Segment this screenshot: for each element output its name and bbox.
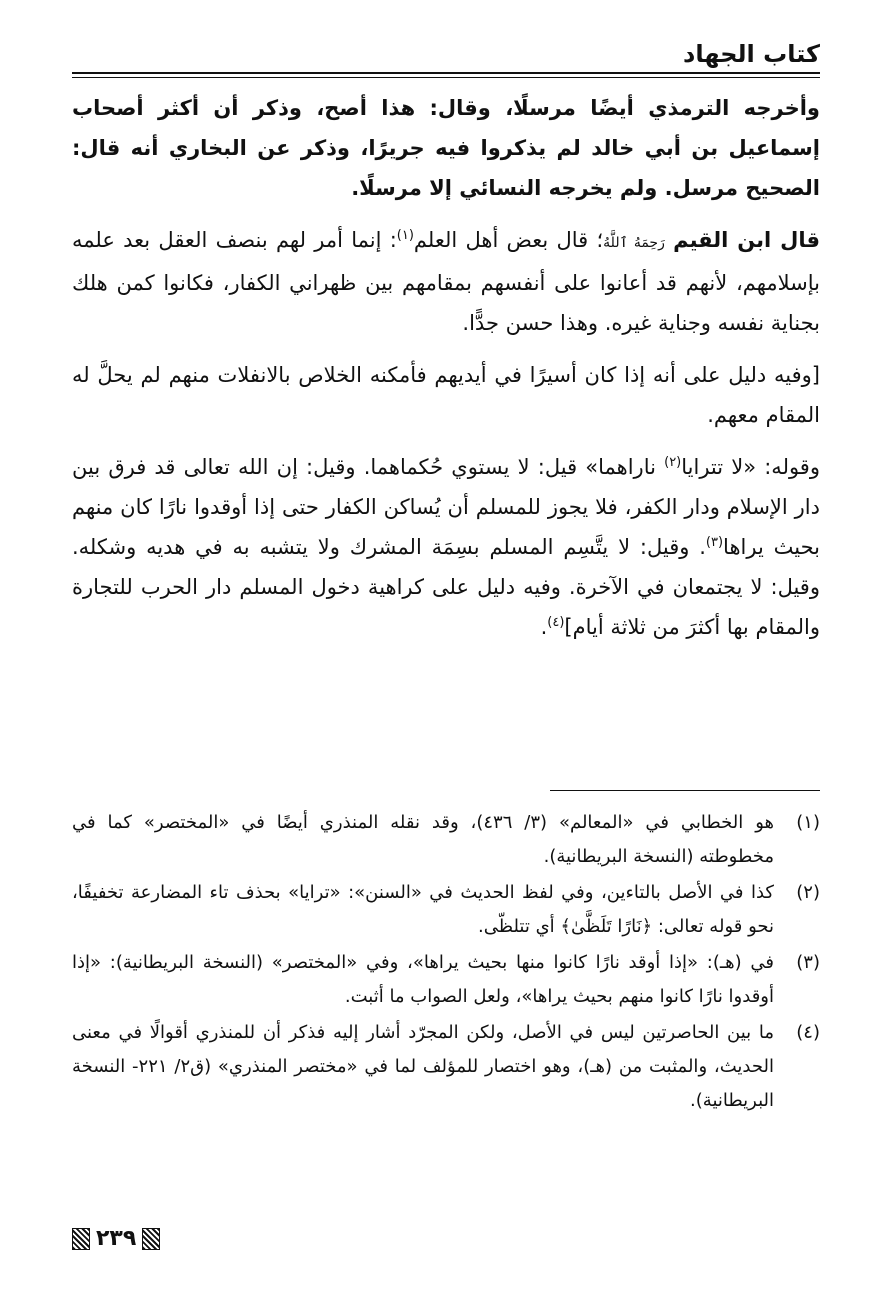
footnote-3 [72, 946, 820, 1014]
footnote-separator [550, 790, 820, 791]
paragraph-4-text-a: وقوله: «لا تترايا [681, 455, 820, 479]
footnotes [72, 806, 820, 1120]
paragraph-2-text-a: ؛ قال بعض أهل العلم [413, 228, 604, 252]
paragraph-2-text-b: : إنما أمر لهم بنصف العقل بعد علمه بإسلامهم، لأنهم قد أعانوا على أنفسهم بمقامهم بين ظهراني الكفار، فكانوا كمن هلك بجناية نفسه وجناية غيره. وهذا حسن جدًّا. [72, 228, 820, 335]
speaker-label: قال ابن القيم [673, 228, 820, 252]
footnote-ref-2[interactable]: (٢) [664, 455, 682, 470]
paragraph-1: وأخرجه الترمذي أيضًا مرسلًا، وقال: هذا أصح، وذكر أن أكثر أصحاب إسماعيل بن أبي خالد لم يذكروا فيه جريرًا، وذكر عن البخاري أنه قال: الصحيح مرسل. ولم يخرجه النسائي إلا مرسلًا. [72, 96, 820, 200]
footnote-text: في (هـ): «إذا أوقد نارًا كانوا منها بحيث يراها»، وفي «المختصر» (النسخة البريطانية): «إذا أوقدوا نارًا كانوا منهم بحيث يراها»، ولعل الصواب ما أثبت. [72, 952, 774, 1007]
footnote-number: (٤) [796, 1022, 820, 1043]
footnote-text: ما بين الحاصرتين ليس في الأصل، ولكن المجرّد أشار إليه فذكر أن للمنذري أقوالًا في معنى الحديث، والمثبت من (هـ)، وهو اختصار للمؤلف لما في «مختصر المنذري» (ق٢/ ٢٢١- النسخة البريطانية). [72, 1022, 774, 1111]
paragraph-4-end: . [540, 615, 548, 639]
footnote-ref-1[interactable]: (١) [396, 228, 414, 243]
chapter-title: كتاب الجهاد [683, 40, 820, 68]
footnote-number: (٢) [796, 882, 820, 903]
footnote-text: كذا في الأصل بالتاءين، وفي لفظ الحديث في «السنن»: «ترايا» بحذف تاء المضارعة تخفيفًا، نحو قوله تعالى: ﴿نَارًا تَلَظَّىٰ﴾ أي تتلظّى. [72, 882, 774, 937]
paragraph-4 [72, 447, 820, 647]
footnote-ref-4[interactable]: (٤) [547, 615, 565, 630]
main-text [72, 88, 820, 659]
page-number-text: ٢٣٩ [96, 1226, 137, 1251]
footnote-ref-3[interactable]: (٣) [705, 535, 724, 550]
honorific: رَحِمَهُ ٱللَّهُ [603, 235, 665, 251]
ornament-left-icon [72, 1228, 90, 1250]
paragraph-2 [72, 220, 820, 343]
footnote-text: هو الخطابي في «المعالم» (٣/ ٤٣٦)، وقد نقله المنذري أيضًا في «المختصر» كما في مخطوطته (النسخة البريطانية). [72, 812, 774, 867]
footnote-number: (٣) [796, 952, 820, 973]
paragraph-4-text-c: . وقيل: لا يتَّسِم المسلم بسِمَة المشرك ولا يتشبه به في هديه وشكله. وقيل: لا يجتمعان في الآخرة. وفيه دليل على كراهية دخول المسلم دار الحرب للتجارة والمقام بها أكثرَ من ثلاثة أيام] [72, 535, 820, 639]
header-rule-thin [72, 77, 820, 78]
ornament-right-icon [142, 1228, 160, 1250]
footnote-number: (١) [796, 812, 820, 833]
page-number [72, 1226, 160, 1251]
header-rule [72, 72, 820, 74]
footnote-2 [72, 876, 820, 944]
paragraph-3: [وفيه دليل على أنه إذا كان أسيرًا في أيديهم فأمكنه الخلاص بالانفلات منهم لم يحلَّ له المقام معهم. [72, 363, 820, 427]
running-header [72, 38, 820, 72]
footnote-1 [72, 806, 820, 874]
footnote-4 [72, 1016, 820, 1118]
paragraph-4-text-b: ناراهما» قيل: لا يستوي حُكماهما. وقيل: إن الله تعالى قد فرق بين دار الإسلام ودار الكفر، فلا يجوز للمسلم أن يُساكن الكفار حتى إذا أوقدوا نارًا كان منهم بحيث يراها [72, 455, 820, 559]
